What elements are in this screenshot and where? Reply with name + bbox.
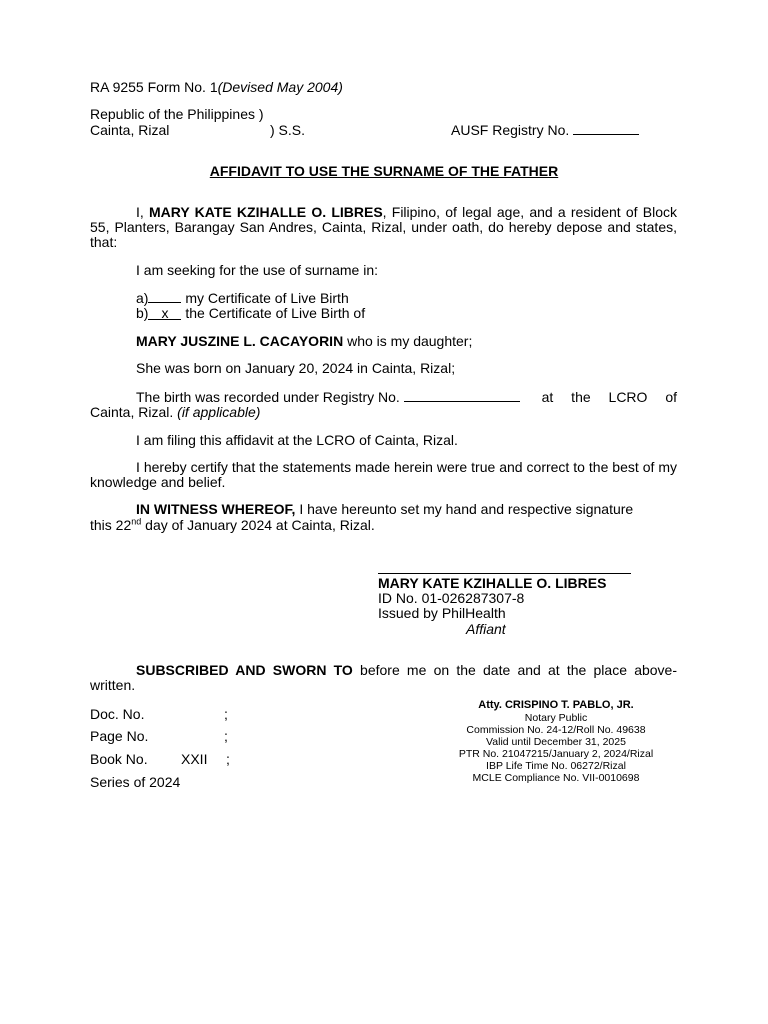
recorded-text: The birth was recorded under Registry No. [136,389,400,405]
child-line [136,333,472,349]
venue-line: Cainta, Rizal [90,122,170,138]
ausf-registry-blank [573,122,639,135]
option-b-letter: b) [136,305,149,321]
witness-paragraph-line2 [90,517,375,533]
notary-validity: Valid until December 31, 2025 [486,736,626,748]
form-number [90,79,343,95]
document-title: AFFIDAVIT TO USE THE SURNAME OF THE FATHER [209,163,559,179]
jurat-rest: before me on the date and at the place above-written. [90,662,677,693]
witness-bold: IN WITNESS WHEREOF, [136,501,296,517]
opening-prefix: I, [136,204,144,220]
opening-rest: , Filipino, of legal age, and a resident of Block 55, Planters, Barangay San Andres, Cainta, Rizal, under oath, do hereby depose and states, that: [90,204,677,250]
registry-no-blank [404,389,520,402]
notary-ptr: PTR No. 21047215/January 2, 2024/Rizal [458,748,654,760]
option-b-checkbox[interactable]: x [148,307,181,320]
notary-commission: Commission No. 24-12/Roll No. 49638 [466,724,646,736]
witness-date-b: day of January 2024 at Cainta, Rizal. [145,517,375,533]
ausf-registry-label: AUSF Registry No. [451,122,570,138]
recorded-line-2 [90,404,260,420]
recorded-line-1-left [136,389,520,405]
seeking-line: I am seeking for the use of surname in: [136,262,379,278]
witness-date-a: this 22 [90,517,132,533]
jurat-bold: SUBSCRIBED AND SWORN TO [136,662,353,678]
ss-mark: ) S.S. [270,122,306,138]
docket-page-label: Page No. [90,728,149,744]
certify-paragraph: I hereby certify that the statements made herein were true and correct to the best of my knowledge and belief. [90,459,677,490]
birth-line: She was born on January 20, 2024 in Cainta, Rizal; [136,360,456,376]
recorded-note: (if applicable) [177,404,261,420]
child-relation: who is my daughter; [347,333,473,349]
form-number-text: RA 9255 Form No. 1 [90,79,218,95]
option-a-checkbox[interactable] [148,290,181,303]
affiant-name: MARY KATE KZIHALLE O. LIBRES [378,575,607,591]
docket-book-label: Book No. [90,751,148,767]
form-devised-text: (Devised May 2004) [217,79,343,95]
affiant-role: Affiant [466,621,506,637]
option-a-text: my Certificate of Live Birth [185,290,349,306]
republic-line: Republic of the Philippines ) [90,106,264,122]
ausf-registry [451,122,639,138]
notary-ibp: IBP Life Time No. 06272/Rizal [486,760,626,772]
recorded-place: Cainta, Rizal. [90,404,174,420]
option-b [136,305,365,321]
witness-date-sup: nd [131,516,142,527]
child-name: MARY JUSZINE L. CACAYORIN [136,333,344,349]
affiant-issued-by: Issued by PhilHealth [378,605,506,621]
docket-doc-label: Doc. No. [90,706,145,722]
notary-mcle: MCLE Compliance No. VII-0010698 [472,772,640,784]
witness-paragraph-line1 [90,502,677,517]
notary-stamp [430,699,682,784]
option-a-letter: a) [136,290,149,306]
affiant-name-inline: MARY KATE KZIHALLE O. LIBRES [149,204,383,220]
notary-title: Notary Public [524,712,588,724]
filing-line: I am filing this affidavit at the LCRO of Cainta, Rizal. [136,432,458,448]
docket-page-sep: ; [224,728,228,744]
option-b-text: the Certificate of Live Birth of [185,305,366,321]
jurat-paragraph [90,663,677,693]
docket-book-sep: ; [226,751,230,767]
recorded-line-1-right: at the LCRO of [541,389,677,405]
witness-rest: I have hereunto set my hand and respective signature [299,501,634,517]
notary-name: Atty. CRISPINO T. PABLO, JR. [478,699,634,711]
option-a [136,290,349,306]
docket-book-value: XXII [181,751,208,767]
docket-doc-sep: ; [224,706,228,722]
opening-paragraph [90,205,677,250]
signature-line [378,573,631,574]
docket-series-label: Series of 2024 [90,774,181,790]
affiant-id: ID No. 01-026287307-8 [378,590,525,606]
